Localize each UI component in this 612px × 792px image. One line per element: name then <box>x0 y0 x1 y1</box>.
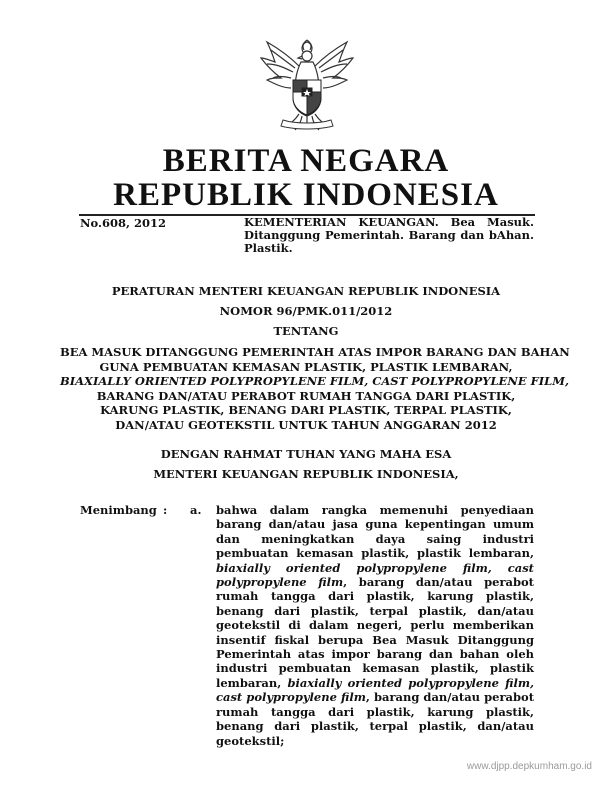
title-line: DAN/ATAU GEOTEKSTIL UNTUK TAHUN ANGGARAN 2012 <box>115 417 497 432</box>
rahmat-line: DENGAN RAHMAT TUHAN YANG MAHA ESA <box>160 447 452 461</box>
menimbang-label: Menimbang <box>80 503 157 517</box>
masthead-title-line2: REPUBLIK INDONESIA <box>113 177 499 213</box>
document-number: No.608, 2012 <box>80 216 167 230</box>
paragraph-segment: , barang dan/atau perabot rumah tangga dari plastik, karung plastik, benang dari plastik, terpal plastik, dan/atau geotekstil; <box>216 690 534 748</box>
regulation-number: NOMOR 96/PMK.011/2012 <box>219 304 393 318</box>
regulation-title <box>60 345 570 432</box>
masthead-title-line1: BERITA NEGARA <box>162 143 450 179</box>
menimbang-paragraph <box>216 503 534 748</box>
title-line: BEA MASUK DITANGGUNG PEMERINTAH ATAS IMPOR BARANG DAN BAHAN <box>60 345 570 359</box>
title-line: KARUNG PLASTIK, BENANG DARI PLASTIK, TERPAL PLASTIK, <box>100 403 512 417</box>
title-line: GUNA PEMBUATAN KEMASAN PLASTIK, PLASTIK LEMBARAN, <box>99 359 513 374</box>
paragraph-segment: , barang dan/atau perabot rumah tangga dari plastik, karung plastik, benang dari plastik, terpal plastik, dan/atau geotekstil di dalam negeri, perlu memberikan insentif fiskal berupa Bea Masuk Ditanggung Pemerintah atas impor barang dan bahan oleh industri pembuatan kemasan plastik, plastik lembaran, <box>216 575 534 690</box>
paragraph-segment-italic: biaxially oriented polypropylene film, cast polypropylene film <box>216 560 534 590</box>
title-line: BIAXIALLY ORIENTED POLYPROPYLENE FILM, CAST POLYPROPYLENE FILM, <box>60 374 569 388</box>
paragraph-segment: bahwa dalam rangka memenuhi penyediaan barang dan/atau jasa guna kepentingan umum dan meningkatkan daya saing industri pembuatan kemasan plastik, plastik lembaran, <box>216 503 534 561</box>
title-line: BARANG DAN/ATAU PERABOT RUMAH TANGGA DARI PLASTIK, <box>96 388 516 403</box>
regulation-heading: PERATURAN MENTERI KEUANGAN REPUBLIK INDONESIA <box>111 284 501 298</box>
footer-url: www.djpp.depkumham.go.id <box>466 761 592 772</box>
item-marker: a. <box>190 503 202 517</box>
garuda-emblem-icon <box>255 36 359 136</box>
paragraph-segment-italic: biaxially oriented polypropylene film, cast polypropylene film <box>216 675 534 705</box>
menteri-line: MENTERI KEUANGAN REPUBLIK INDONESIA, <box>153 467 459 481</box>
regulation-tentang: TENTANG <box>273 324 339 338</box>
document-summary: KEMENTERIAN KEUANGAN. Bea Masuk. Ditanggung Pemerintah. Barang dan bAhan. Plastik. <box>244 215 534 255</box>
menimbang-colon: : <box>163 503 168 517</box>
